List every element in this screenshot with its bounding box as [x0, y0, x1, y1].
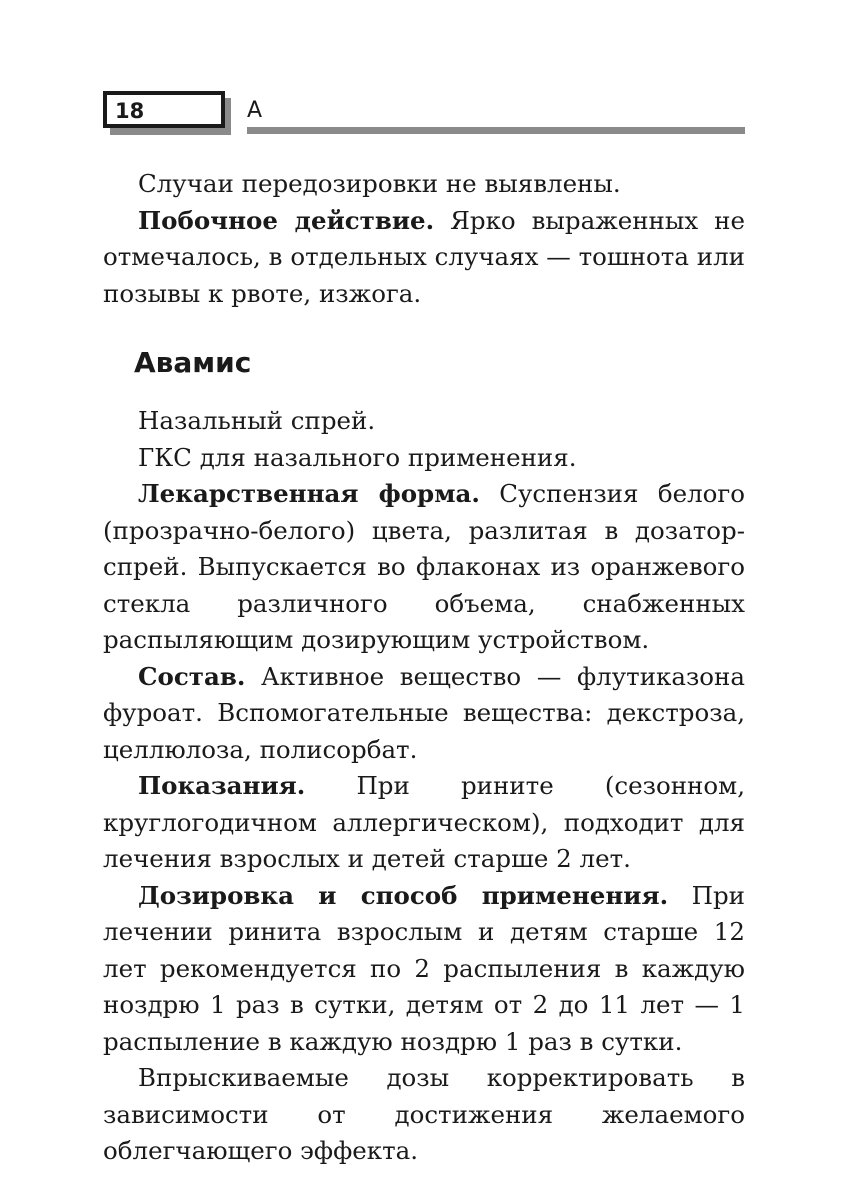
paragraph-text: Назальный спрей.: [138, 406, 376, 435]
entry-body: [103, 403, 745, 1170]
page-number: 18: [115, 99, 145, 123]
overdose-paragraph: [103, 166, 745, 203]
side-effects-paragraph: [103, 203, 745, 313]
dosage-paragraph: [103, 878, 745, 1061]
entry-title: Авамис: [134, 346, 252, 379]
drug-class-paragraph: [103, 440, 745, 477]
dosage-form-label: Лекарственная форма.: [138, 479, 480, 508]
dose-adjustment-text: Впрыскиваемые дозы корректировать в зависимости от достижения желаемого облегчающего эффекта.: [103, 1063, 745, 1165]
side-effects-label: Побочное действие.: [138, 205, 435, 235]
composition-label: Состав.: [138, 661, 246, 691]
dosage-label: Дозировка и способ применения.: [138, 880, 669, 910]
paragraph-text: ГКС для назального применения.: [138, 442, 577, 472]
side-effects-text: Ярко выраженных не отмечалось, в отдельных случаях — тошнота или позывы к рвоте, изжога.: [103, 205, 745, 308]
indications-label: Показания.: [138, 771, 306, 800]
dose-adjustment-paragraph: [103, 1060, 745, 1170]
dosage-form-short-paragraph: [103, 403, 745, 440]
dosage-form-paragraph: [103, 476, 745, 659]
indications-paragraph: [103, 768, 745, 878]
dosage-text: При лечении ринита взрослым и детям старше 12 лет рекомендуется по 2 распыления в каждую ноздрю 1 раз в сутки, детям от 2 до 11 лет — 1 распыление в каждую ноздрю 1 раз в сутки.: [103, 880, 746, 1056]
indications-text: При рините (сезонном, круглогодичном аллергическом), подходит для лечения взрослых и детей старше 2 лет.: [103, 771, 745, 873]
composition-text: Активное вещество — флутиказона фуроат. Вспомогательные вещества: декстроза, целлюлоза, полисорбат.: [103, 661, 745, 764]
section-letter: А: [247, 98, 263, 123]
page-number-box: [103, 91, 225, 128]
dosage-form-text: Суспензия белого (прозрачно-белого) цвета, разлитая в дозатор-спрей. Выпускается во флаконах из оранжевого стекла различного объема, снабженных распыляющим дозирующим устройством.: [103, 479, 745, 654]
header-rule: [247, 127, 745, 134]
intro-text: [103, 166, 745, 312]
page-number-box-shadow-bottom: [110, 128, 231, 135]
composition-paragraph: [103, 659, 745, 769]
overdose-text: Случаи передозировки не выявлены.: [138, 169, 621, 198]
